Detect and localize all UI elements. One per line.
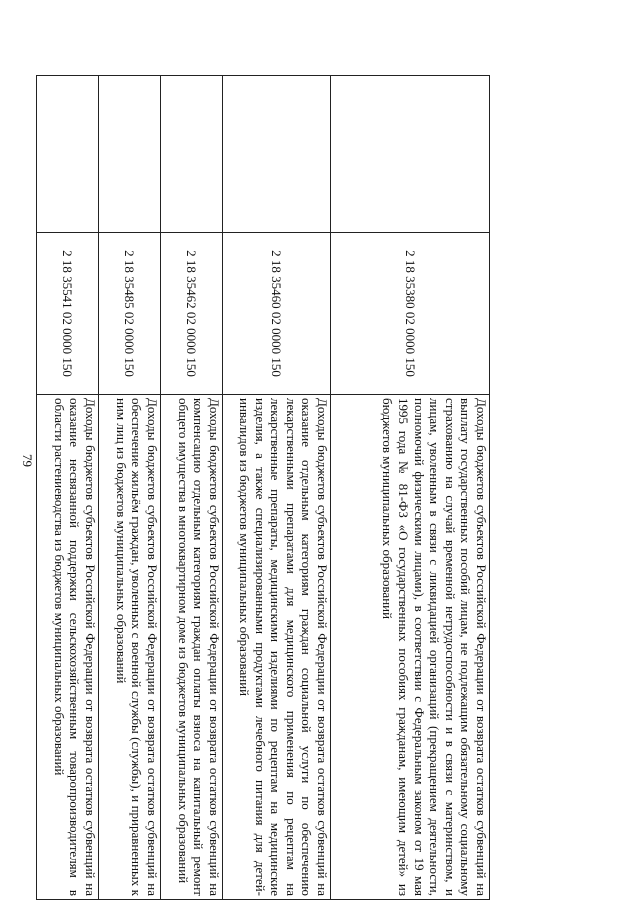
table-row: [331, 76, 490, 900]
empty-cell: [223, 76, 331, 233]
budget-code-cell: 2 18 35485 02 0000 150: [99, 233, 161, 395]
budget-code-cell: 2 18 35541 02 0000 150: [37, 233, 99, 395]
table-row: [99, 76, 161, 900]
revenue-codes-table: [36, 75, 490, 900]
description-cell: Доходы бюджетов субъектов Российской Федерации от возврата остатков субвенций на обеспечение жильём граждан, уволенных с военной службы (службы), и приравненных к ним лиц из бюджетов муниципальных образований: [99, 395, 161, 900]
table-row: [161, 76, 223, 900]
description-cell: Доходы бюджетов субъектов Российской Федерации от возврата остатков субвенций на оказание отдельным категориям граждан социальной услуги по обеспечению лекарственными препаратами для медицинского применения по рецептам на лекарственные препараты, медицинскими изделиями по рецептам на медицинские изделия, а также специализированными продуктами лечебного питания для детей-инвалидов из бюджетов муниципальных образований: [223, 395, 331, 900]
empty-cell: [331, 76, 490, 233]
table-row: [223, 76, 331, 900]
description-cell: Доходы бюджетов субъектов Российской Федерации от возврата остатков субвенций на компенсацию отдельным категориям граждан оплаты взноса на капитальный ремонт общего имущества в многоквартирном доме из бюджетов муниципальных образований: [161, 395, 223, 900]
budget-code-cell: 2 18 35460 02 0000 150: [223, 233, 331, 395]
budget-code-cell: 2 18 35462 02 0000 150: [161, 233, 223, 395]
budget-code-cell: 2 18 35380 02 0000 150: [331, 233, 490, 395]
description-cell: Доходы бюджетов субъектов Российской Федерации от возврата остатков субвенций на оказание несвязанной поддержки сельскохозяйственным товаропроизводителям в области растениеводства из бюджетов муниципальных образований: [37, 395, 99, 900]
page-number: 79: [20, 454, 35, 467]
description-cell: Доходы бюджетов субъектов Российской Федерации от возврата остатков субвенций на выплату государственных пособий лицам, не подлежащим обязательному социальному страхованию на случай временной нетрудоспособности и в связи с материнством, и лицам, уволенным в связи с ликвидацией организаций (прекращением деятельности, полномочий физическими лицами), в соответствии с Федеральным законом от 19 мая 1995 года № 81-ФЗ «О государственных пособиях гражданам, имеющим детей» из бюджетов муниципальных образований: [331, 395, 490, 900]
table-row: [37, 76, 99, 900]
empty-cell: [161, 76, 223, 233]
empty-cell: [99, 76, 161, 233]
empty-cell: [37, 76, 99, 233]
rotated-document-page: [51, 75, 490, 900]
